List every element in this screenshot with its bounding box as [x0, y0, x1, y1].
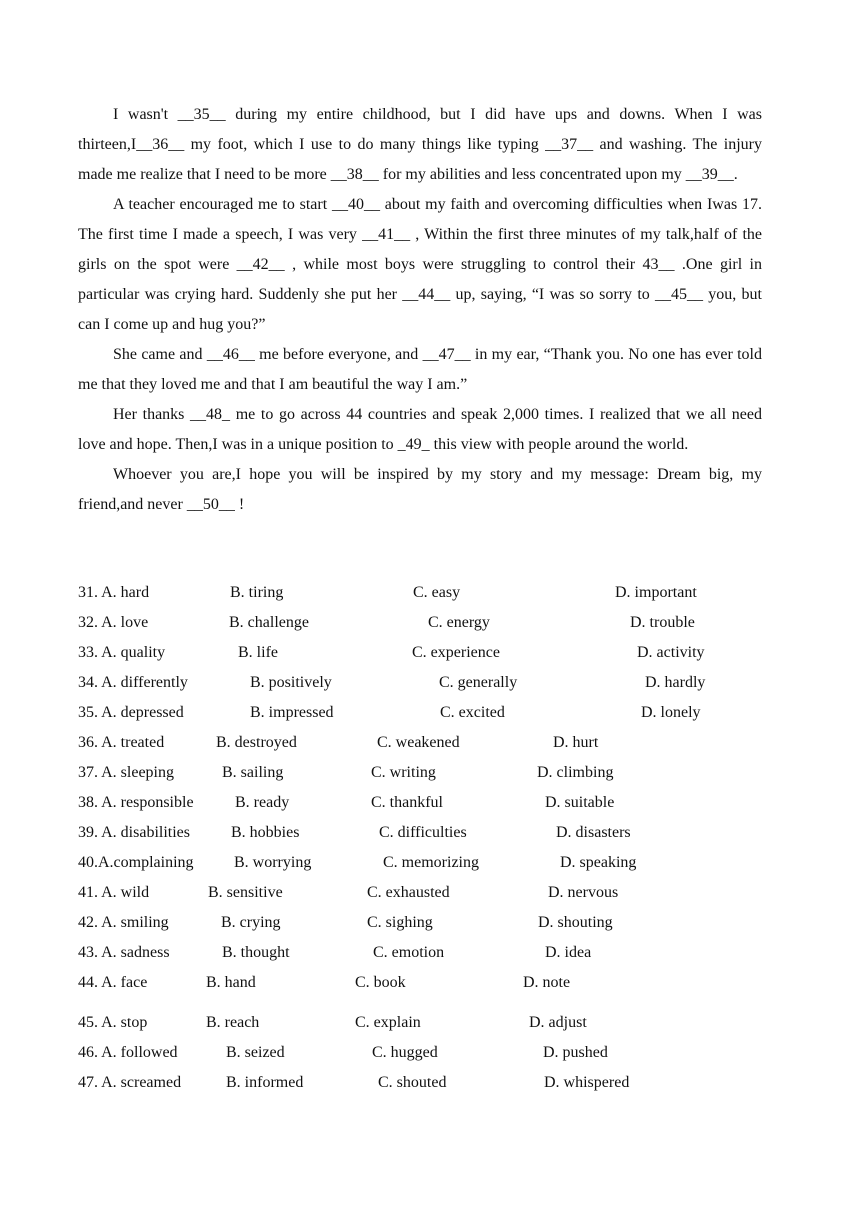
option-d: D. adjust	[529, 1014, 587, 1031]
option-a: 47. A. screamed	[78, 1074, 182, 1091]
answer-options-list	[78, 578, 778, 1098]
question-row	[78, 848, 778, 878]
option-b: B. seized	[226, 1044, 285, 1061]
option-b: B. destroyed	[216, 734, 297, 751]
option-c: C. experience	[412, 644, 500, 661]
option-a: 32. A. love	[78, 614, 149, 631]
option-a: 44. A. face	[78, 974, 148, 991]
question-row	[78, 1038, 778, 1068]
option-a: 39. A. disabilities	[78, 824, 190, 841]
option-a: 38. A. responsible	[78, 794, 194, 811]
option-b: B. thought	[222, 944, 290, 961]
option-c: C. book	[355, 974, 406, 991]
option-c: C. energy	[428, 614, 490, 631]
option-d: D. pushed	[543, 1044, 608, 1061]
option-b: B. sensitive	[208, 884, 283, 901]
option-c: C. thankful	[371, 794, 443, 811]
option-b: B. sailing	[222, 764, 284, 781]
option-c: C. explain	[355, 1014, 421, 1031]
option-c: C. sighing	[367, 914, 433, 931]
question-row	[78, 638, 778, 668]
option-b: B. challenge	[229, 614, 309, 631]
option-a: 45. A. stop	[78, 1014, 148, 1031]
option-b: B. positively	[250, 674, 332, 691]
question-row	[78, 758, 778, 788]
option-d: D. nervous	[548, 884, 619, 901]
option-a: 42. A. smiling	[78, 914, 169, 931]
option-b: B. hand	[206, 974, 256, 991]
option-d: D. shouting	[538, 914, 613, 931]
option-b: B. worrying	[234, 854, 312, 871]
option-d: D. idea	[545, 944, 592, 961]
option-d: D. activity	[637, 644, 705, 661]
question-row	[78, 1068, 778, 1098]
option-d: D. climbing	[537, 764, 614, 781]
passage-paragraph: I wasn't __35__ during my entire childhood, but I did have ups and downs. When I was thirteen,I__36__ my foot, which I use to do many things like typing __37__ and washing. The injury made me realize that I need to be more __38__ for my abilities and less concentrated upon my __39__.	[78, 106, 762, 183]
option-d: D. suitable	[545, 794, 615, 811]
option-d: D. hardly	[645, 674, 706, 691]
question-row	[78, 938, 778, 968]
option-a: 36. A. treated	[78, 734, 165, 751]
option-d: D. lonely	[641, 704, 701, 721]
option-a: 40.A.complaining	[78, 854, 194, 871]
option-a: 31. A. hard	[78, 584, 150, 601]
option-b: B. reach	[206, 1014, 260, 1031]
option-d: D. disasters	[556, 824, 631, 841]
option-c: C. difficulties	[379, 824, 467, 841]
question-row	[78, 578, 778, 608]
option-c: C. easy	[413, 584, 461, 601]
option-d: D. trouble	[630, 614, 695, 631]
passage-paragraph: Her thanks __48_ me to go across 44 countries and speak 2,000 times. I realized that we all need love and hope. Then,I was in a unique position to _49_ this view with people around the world.	[78, 406, 762, 453]
option-a: 43. A. sadness	[78, 944, 170, 961]
option-d: D. whispered	[544, 1074, 630, 1091]
option-b: B. impressed	[250, 704, 334, 721]
option-b: B. ready	[235, 794, 290, 811]
passage-paragraph: Whoever you are,I hope you will be inspired by my story and my message: Dream big, my friend,and never __50__ !	[78, 466, 762, 513]
option-d: D. important	[615, 584, 697, 601]
question-row	[78, 818, 778, 848]
option-c: C. emotion	[373, 944, 445, 961]
option-b: B. informed	[226, 1074, 304, 1091]
option-d: D. hurt	[553, 734, 599, 751]
option-b: B. crying	[221, 914, 281, 931]
option-b: B. hobbies	[231, 824, 300, 841]
option-c: C. exhausted	[367, 884, 450, 901]
option-d: D. speaking	[560, 854, 637, 871]
option-c: C. generally	[439, 674, 518, 691]
option-c: C. shouted	[378, 1074, 447, 1091]
reading-passage	[78, 100, 762, 520]
option-a: 35. A. depressed	[78, 704, 184, 721]
question-row	[78, 788, 778, 818]
option-d: D. note	[523, 974, 571, 991]
passage-paragraph: A teacher encouraged me to start __40__ about my faith and overcoming difficulties when Iwas 17. The first time I made a speech, I was very __41__ , Within the first three minutes of my talk,half of the girls on the spot were __42__ , while most boys were struggling to control their 43__ .One girl in particular was crying hard. Suddenly she put her __44__ up, saying, “I was so sorry to __45__ you, but can I come up and hug you?”	[78, 196, 762, 333]
question-row	[78, 968, 778, 998]
question-row	[78, 608, 778, 638]
option-b: B. life	[238, 644, 278, 661]
option-c: C. hugged	[372, 1044, 438, 1061]
option-b: B. tiring	[230, 584, 284, 601]
option-c: C. weakened	[377, 734, 460, 751]
option-c: C. excited	[440, 704, 505, 721]
option-a: 41. A. wild	[78, 884, 150, 901]
question-row	[78, 698, 778, 728]
option-a: 37. A. sleeping	[78, 764, 174, 781]
question-row	[78, 668, 778, 698]
option-a: 34. A. differently	[78, 674, 188, 691]
question-row	[78, 878, 778, 908]
option-c: C. memorizing	[383, 854, 479, 871]
option-a: 33. A. quality	[78, 644, 166, 661]
passage-paragraph: She came and __46__ me before everyone, and __47__ in my ear, “Thank you. No one has ever told me that they loved me and that I am beautiful the way I am.”	[78, 346, 762, 393]
option-a: 46. A. followed	[78, 1044, 178, 1061]
option-c: C. writing	[371, 764, 436, 781]
question-row	[78, 1008, 778, 1038]
question-row	[78, 908, 778, 938]
question-row	[78, 728, 778, 758]
